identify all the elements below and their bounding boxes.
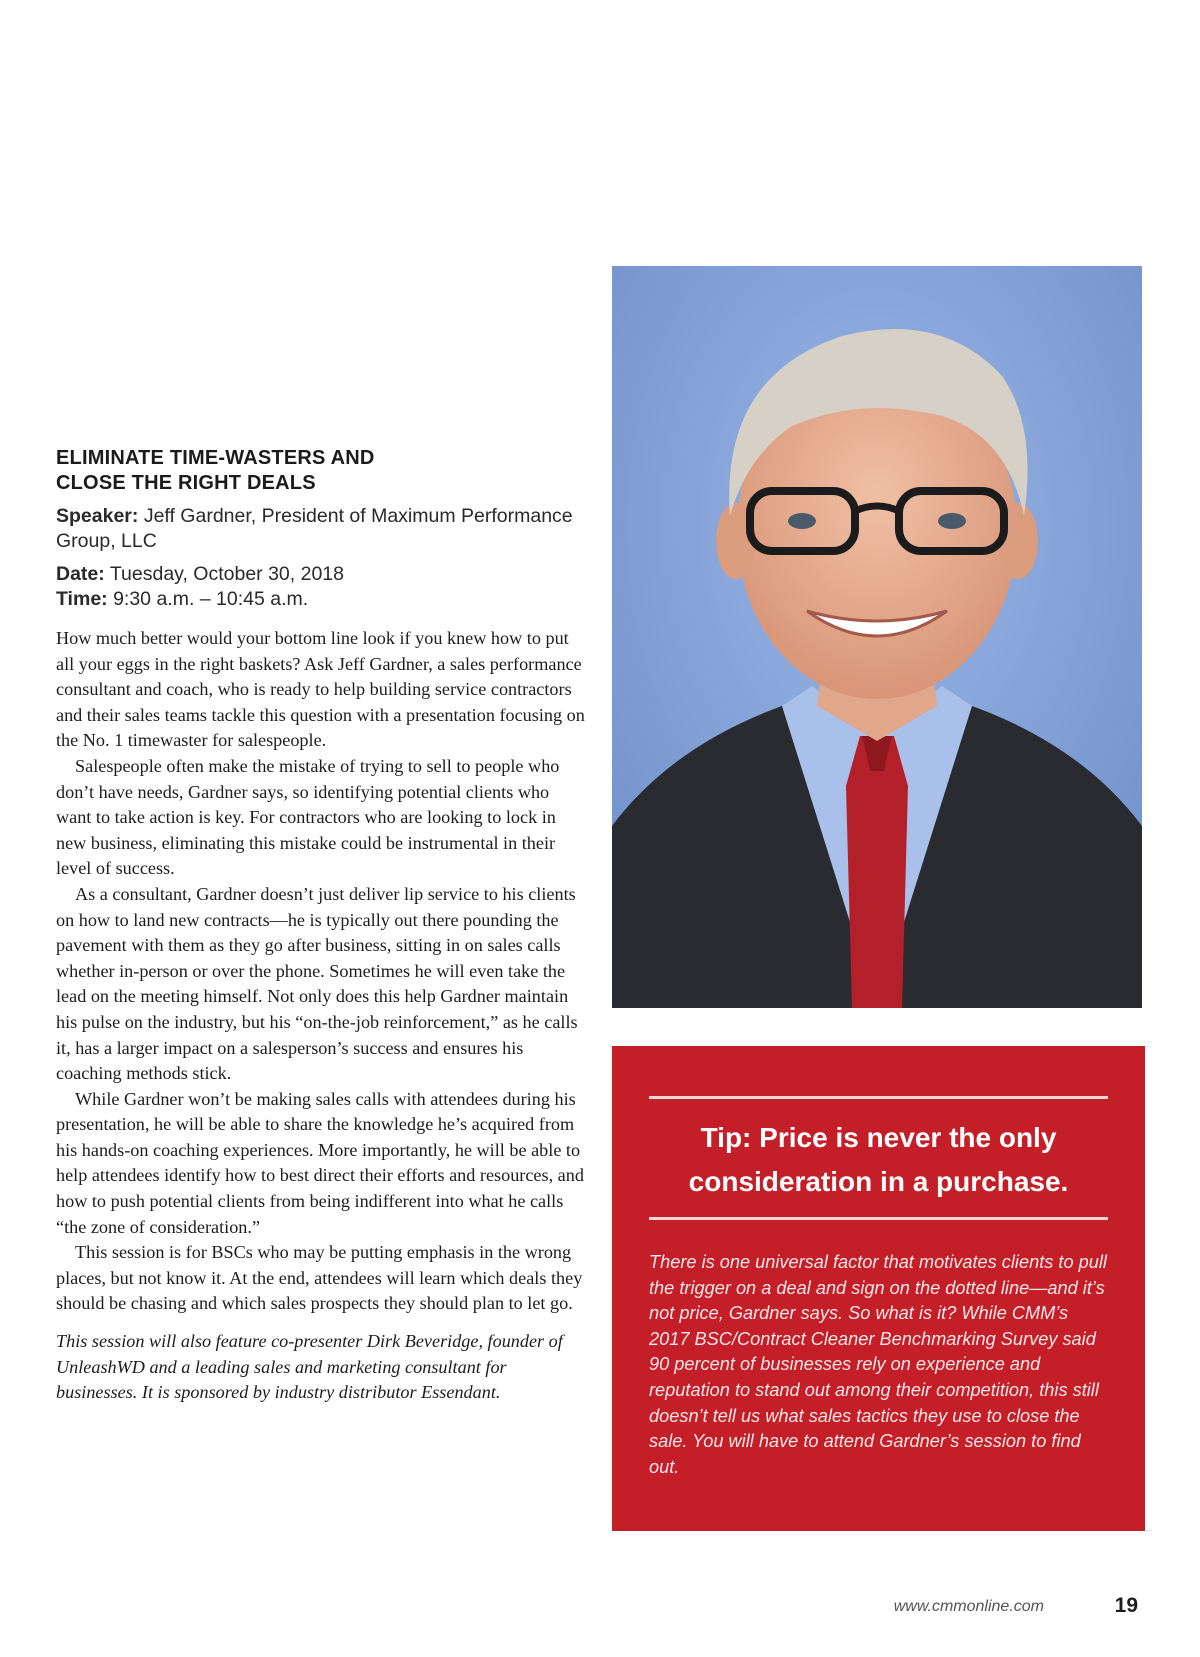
time-value: 9:30 a.m. – 10:45 a.m. xyxy=(113,588,309,610)
date-line xyxy=(56,562,586,587)
body-paragraph-4: While Gardner won’t be making sales calls with attendees during his presentation, he will be able to share the knowledge he’s acquired from his hands-on coaching experiences. More importantly, he will be able to help attendees identify how to best direct their efforts and resources, and how to push potential clients from being indifferent into what he calls “the zone of consideration.” xyxy=(56,1088,584,1237)
article-title-line-2: CLOSE THE RIGHT DEALS xyxy=(56,472,316,494)
tip-callout xyxy=(612,1046,1145,1531)
article-title xyxy=(56,446,586,496)
tip-rule-top xyxy=(649,1096,1108,1099)
body-paragraph-5: This session is for BSCs who may be putting emphasis in the wrong places, but not know it. At the end, attendees will learn which deals they should be chasing and which sales prospects they should plan to let go. xyxy=(56,1242,583,1314)
date-label: Date: xyxy=(56,563,105,585)
article-column xyxy=(56,446,586,1406)
article-title-line-1: ELIMINATE TIME-WASTERS AND xyxy=(56,447,375,469)
tip-rule-bottom xyxy=(649,1217,1108,1220)
speaker-value: Jeff Gardner, President of Maximum Performance Group, LLC xyxy=(56,505,573,552)
body-paragraph-3: As a consultant, Gardner doesn’t just deliver lip service to his clients on how to land new contracts—he is typically out there pounding the pavement with them as they go after business, sitting in on sales calls whether in-person or over the phone. Sometimes he will even take the lead on the meeting himself. Not only does this help Gardner maintain his pulse on the industry, but his “on-the-job reinforcement,” as he calls it, has a larger impact on a salesperson’s success and ensures his coaching methods stick. xyxy=(56,883,578,1084)
date-value: Tuesday, October 30, 2018 xyxy=(109,563,344,585)
time-line xyxy=(56,587,586,612)
page-number: 19 xyxy=(1114,1594,1138,1617)
article-body xyxy=(56,626,586,1317)
speaker-line xyxy=(56,504,586,554)
body-paragraph-2: Salespeople often make the mistake of trying to sell to people who don’t have needs, Gardner says, so identifying potential clients who want to take action is key. For contractors who are looking to lock in new business, eliminating this mistake could be instrumental in their level of success. xyxy=(56,755,560,879)
speaker-label: Speaker: xyxy=(56,505,139,527)
tip-body: There is one universal factor that motivates clients to pull the trigger on a deal and sign on the dotted line—and it’s not price, Gardner says. So what is it? While CMM’s 2017 BSC/Contract Cleaner Benchmarking Survey said 90 percent of businesses rely on experience and reputation to stand out among their competition, this still doesn’t tell us what sales tactics they use to close the sale. You will have to attend Gardner’s session to find out. xyxy=(649,1252,1107,1477)
speaker-portrait-illustration xyxy=(612,266,1142,1008)
time-label: Time: xyxy=(56,588,108,610)
tip-headline-line-2: consideration in a purchase. xyxy=(688,1166,1069,1197)
tip-headline-line-1: Tip: Price is never the only xyxy=(700,1122,1057,1153)
body-paragraph-1: How much better would your bottom line look if you knew how to put all your eggs in the right baskets? Ask Jeff Gardner, a sales performance consultant and coach, who is ready to help building service contractors and their sales teams tackle this question with a presentation focusing on the No. 1 timewaster for salespeople. xyxy=(56,628,585,751)
closing-note: This session will also feature co-presenter Dirk Beveridge, founder of UnleashWD and a leading sales and marketing consultant for businesses. It is sponsored by industry distributor Essendant. xyxy=(56,1331,563,1403)
footer-url: www.cmmonline.com xyxy=(893,1598,1044,1615)
tip-headline xyxy=(632,1116,1125,1204)
speaker-photo xyxy=(612,266,1142,1008)
